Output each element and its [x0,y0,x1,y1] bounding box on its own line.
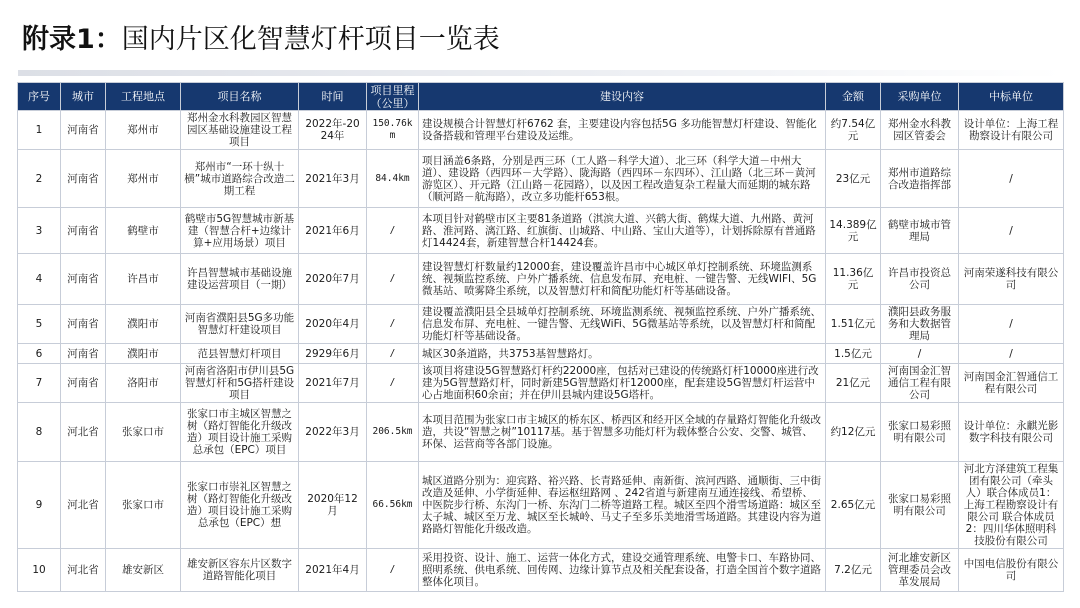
cell-mileage: / [367,364,419,403]
cell-name: 范县智慧灯杆项目 [181,344,299,364]
cell-content: 项目涵盖6条路，分别是西三环（工人路－科学大道）、北三环（科学大道－中州大道）、建设路（西四环－大学路）、陇海路（西四环－东四环）、江山路（北三环－黄河游览区）、开元路（江山路－花园路），以及因工程改造复杂工程量大而延期的城东路（顺河路－航海路），改立多功能杆653根。 [419,150,826,208]
cell-province: 河南省 [61,344,106,364]
cell-amount: 1.5亿元 [826,344,881,364]
cell-buyer: 河北雄安新区管理委员会改革发展局 [881,549,959,592]
header-province: 城市 [61,83,106,111]
cell-name: 许昌智慧城市基础设施建设运营项目（一期） [181,254,299,305]
cell-time: 2022年3月 [299,403,367,462]
cell-mileage: 66.56km [367,462,419,549]
cell-name: 雄安新区容东片区数字道路智能化项目 [181,549,299,592]
cell-no: 1 [18,111,61,150]
cell-city: 郑州市 [106,150,181,208]
cell-mileage: / [367,549,419,592]
table-row [18,344,1064,364]
cell-name: 河南省洛阳市伊川县5G智慧灯杆和5G搭杆建设项目 [181,364,299,403]
cell-amount: 2.65亿元 [826,462,881,549]
cell-content: 城区道路分别为：迎宾路、裕兴路、长青路延伸、南新街、滨河西路、通顺街、三中街改造及延伸、小学街延伸、春运枢纽路网 、242省道与新建南互通连接线、希望桥、中医院步行桥、东沟门一桥、东沟门二桥等道路工程。城区至四个滑雪场道路：城区至太子城、城区至万龙、城区至长城岭、马丈子至多乐美地滑雪场道路。其建设内容为道路路灯智能化升级改造。 [419,462,826,549]
project-table [17,82,1064,592]
cell-winner: / [959,208,1064,254]
cell-buyer: 张家口易彩照明有限公司 [881,403,959,462]
cell-city: 濮阳市 [106,305,181,344]
table-header-row [18,83,1064,111]
page-title [22,18,500,62]
cell-content: 本项目范围为张家口市主城区的桥东区、桥西区和经开区全域的存量路灯智能化升级改造，共设“智慧之树”10117基。基于智慧多功能灯杆为载体整合公安、交警、城管、环保、运营商等各部门设施。 [419,403,826,462]
cell-time: 2929年6月 [299,344,367,364]
cell-content: 建设智慧灯杆数量约12000套，建设覆盖许昌市中心城区单灯控制系统、环境监测系统、视频监控系统、户外广播系统、信息发布屏、充电桩、一键告警、无线WIFI、5G微基站、喷雾降尘系统，以及智慧灯杆和简配功能灯杆等基础设备。 [419,254,826,305]
cell-time: 2020年7月 [299,254,367,305]
cell-no: 2 [18,150,61,208]
cell-province: 河南省 [61,364,106,403]
cell-province: 河南省 [61,305,106,344]
cell-content: 采用投资、设计、施工、运营一体化方式，建设交通管理系统、电警卡口、车路协同、照明系统、供电系统、回传网、边缘计算节点及相关配套设备，打造全国首个数字道路整体化项目。 [419,549,826,592]
cell-no: 8 [18,403,61,462]
cell-city: 雄安新区 [106,549,181,592]
table-row [18,208,1064,254]
cell-content: 本项目针对鹤壁市区主要81条道路（淇滨大道、兴鹤大街、鹤煤大道、九州路、黄河路、淮河路、漓江路、红旗街、山城路、中山路、宝山大道等），计划拆除原有普通路灯14424套，新建智慧合杆14424套。 [419,208,826,254]
cell-no: 7 [18,364,61,403]
header-content: 建设内容 [419,83,826,111]
cell-time: 2021年7月 [299,364,367,403]
cell-name: 郑州金水科教园区智慧园区基础设施建设工程项目 [181,111,299,150]
cell-winner: / [959,344,1064,364]
cell-amount: 1.51亿元 [826,305,881,344]
table-row [18,462,1064,549]
cell-province: 河北省 [61,549,106,592]
cell-time: 2020年4月 [299,305,367,344]
cell-amount: 11.36亿元 [826,254,881,305]
cell-province: 河北省 [61,403,106,462]
cell-city: 鹤壁市 [106,208,181,254]
cell-content: 该项目将建设5G智慧路灯杆约22000座，包括对已建设的传统路灯杆10000座进行改建为5G智慧路灯杆，同时新建5G智慧路灯杆12000座，配套建设5G智慧灯杆运营中心占地面积60余亩；并在伊川县城内建设5G塔杆。 [419,364,826,403]
cell-time: 2021年4月 [299,549,367,592]
table-row [18,305,1064,344]
header-time: 时间 [299,83,367,111]
cell-name: 郑州市“一环十纵十横”城市道路综合改造二期工程 [181,150,299,208]
cell-amount: 7.2亿元 [826,549,881,592]
table-row [18,254,1064,305]
cell-mileage: / [367,208,419,254]
cell-mileage: / [367,254,419,305]
cell-city: 许昌市 [106,254,181,305]
cell-buyer: 濮阳县政务服务和大数据管理局 [881,305,959,344]
cell-time: 2021年6月 [299,208,367,254]
cell-mileage: 84.4km [367,150,419,208]
table-row [18,549,1064,592]
cell-winner: 河南国金汇智通信工程有限公司 [959,364,1064,403]
cell-buyer: 郑州金水科教园区管委会 [881,111,959,150]
cell-content: 建设规模合计智慧灯杆6762 套，主要建设内容包括5G 多功能智慧灯杆建设、智能化设备搭载和管理平台建设及运维。 [419,111,826,150]
cell-no: 4 [18,254,61,305]
cell-time: 2021年3月 [299,150,367,208]
header-city: 工程地点 [106,83,181,111]
cell-buyer: 许昌市投资总公司 [881,254,959,305]
title-prefix: 附录1： [22,24,122,55]
cell-winner: 中国电信股份有限公司 [959,549,1064,592]
cell-city: 郑州市 [106,111,181,150]
cell-content: 城区30条道路，共3753基智慧路灯。 [419,344,826,364]
title-divider [18,70,1062,76]
cell-winner: 河北方泽建筑工程集团有限公司（牵头人）联合体成员1：上海工程勘察设计有限公司 联合体成员2：四川华体照明科技股份有限公司 [959,462,1064,549]
cell-name: 鹤壁市5G智慧城市新基建（智慧合杆+边缘计算+应用场景）项目 [181,208,299,254]
cell-province: 河南省 [61,254,106,305]
cell-mileage: / [367,344,419,364]
cell-winner: / [959,150,1064,208]
header-winner: 中标单位 [959,83,1064,111]
cell-winner: / [959,305,1064,344]
cell-city: 濮阳市 [106,344,181,364]
cell-buyer: / [881,344,959,364]
cell-city: 张家口市 [106,462,181,549]
table-row [18,364,1064,403]
cell-buyer: 郑州市道路综合改造指挥部 [881,150,959,208]
cell-amount: 21亿元 [826,364,881,403]
cell-no: 6 [18,344,61,364]
cell-city: 张家口市 [106,403,181,462]
header-buyer: 采购单位 [881,83,959,111]
cell-time: 2022年-2024年 [299,111,367,150]
cell-winner: 设计单位：永麒光影数字科技有限公司 [959,403,1064,462]
cell-no: 9 [18,462,61,549]
title-main: 国内片区化智慧灯杆项目一览表 [121,24,500,55]
cell-buyer: 河南国金汇智通信工程有限公司 [881,364,959,403]
cell-no: 3 [18,208,61,254]
header-name: 项目名称 [181,83,299,111]
cell-buyer: 张家口易彩照明有限公司 [881,462,959,549]
table-row [18,111,1064,150]
cell-city: 洛阳市 [106,364,181,403]
cell-winner: 设计单位：上海工程勘察设计有限公司 [959,111,1064,150]
cell-amount: 约12亿元 [826,403,881,462]
table-body [18,111,1064,592]
cell-name: 张家口市崇礼区智慧之树（路灯智能化升级改造）项目设计施工采购总承包（EPC）想 [181,462,299,549]
cell-no: 5 [18,305,61,344]
cell-time: 2020年12月 [299,462,367,549]
header-no: 序号 [18,83,61,111]
cell-mileage: 150.76km [367,111,419,150]
table-row [18,403,1064,462]
cell-province: 河南省 [61,150,106,208]
cell-province: 河南省 [61,208,106,254]
cell-amount: 约7.54亿元 [826,111,881,150]
cell-name: 张家口市主城区智慧之树（路灯智能化升级改造）项目设计施工采购总承包（EPC）项目 [181,403,299,462]
cell-winner: 河南荣遂科技有限公司 [959,254,1064,305]
cell-name: 河南省濮阳县5G多功能智慧灯杆建设项目 [181,305,299,344]
cell-mileage: 206.5km [367,403,419,462]
header-mileage: 项目里程（公里） [367,83,419,111]
table-row [18,150,1064,208]
cell-amount: 14.389亿元 [826,208,881,254]
header-amount: 金额 [826,83,881,111]
cell-province: 河南省 [61,111,106,150]
cell-amount: 23亿元 [826,150,881,208]
cell-content: 建设覆盖濮阳县全县城单灯控制系统、环境监测系统、视频监控系统、户外广播系统、信息发布屏、充电桩、一键告警、无线WiFi、5G微基站等系统，以及智慧灯杆和简配功能灯杆等基础设备。 [419,305,826,344]
cell-province: 河北省 [61,462,106,549]
cell-buyer: 鹤壁市城市管理局 [881,208,959,254]
cell-mileage: / [367,305,419,344]
cell-no: 10 [18,549,61,592]
